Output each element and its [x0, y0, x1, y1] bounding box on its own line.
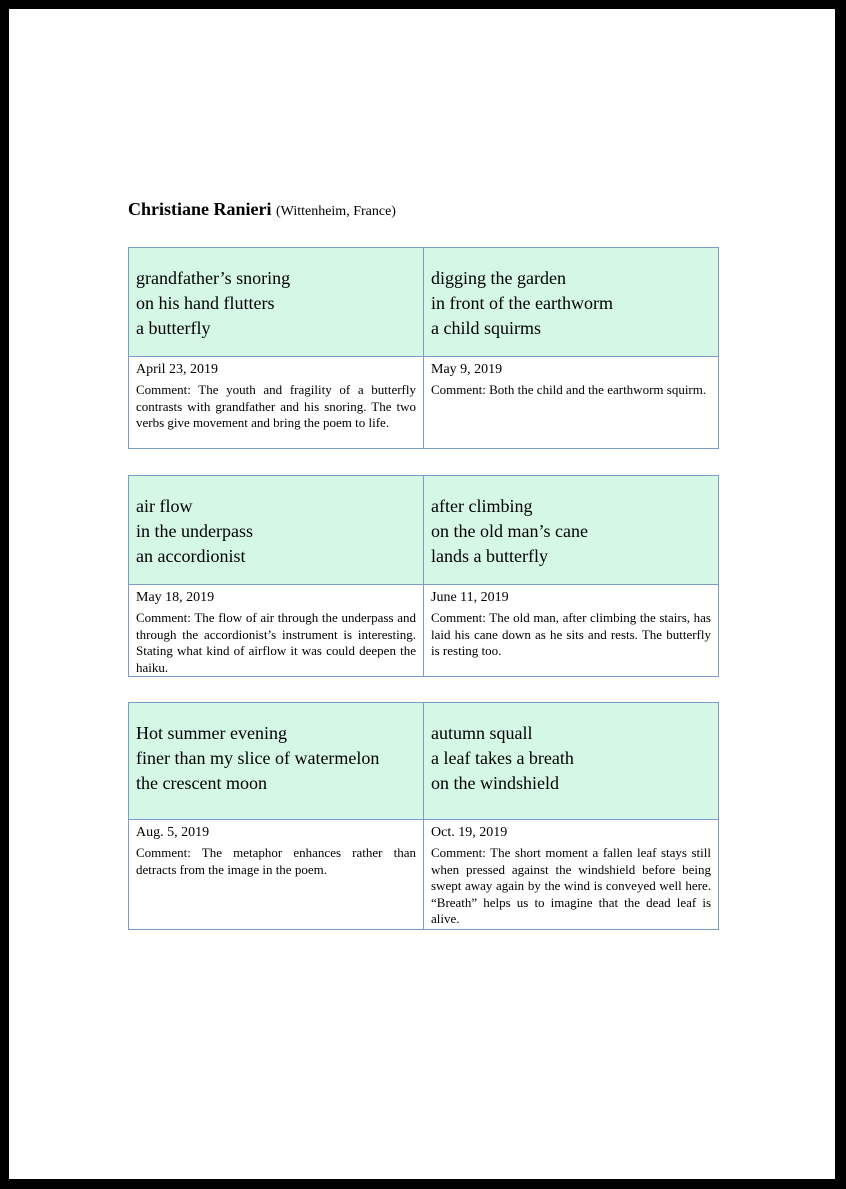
haiku-date: April 23, 2019: [136, 362, 219, 377]
haiku-date: Oct. 19, 2019: [431, 825, 508, 840]
poem-line: an accordionist: [136, 546, 246, 566]
poem-line: air flow: [136, 496, 193, 516]
poem-line: on the old man’s cane: [431, 521, 588, 541]
author-heading: [128, 199, 396, 220]
haiku-poem-cell: [424, 703, 719, 820]
author-name: Christiane Ranieri: [128, 199, 272, 219]
poem-line: a butterfly: [136, 318, 211, 338]
haiku-poem-cell: [424, 248, 719, 357]
haiku-date: May 9, 2019: [431, 362, 503, 377]
author-location: (Wittenheim, France): [276, 204, 396, 219]
poem-line: a leaf takes a breath: [431, 748, 574, 768]
haiku-comment: Comment: The flow of air through the underpass and through the accordionist’s instrument is interesting. Stating what kind of airflow it was could deepen the haiku.: [136, 610, 416, 675]
document-page: [9, 9, 835, 1179]
haiku-date: Aug. 5, 2019: [136, 825, 210, 840]
poem-line: in front of the earthworm: [431, 293, 613, 313]
poem-line: lands a butterfly: [431, 546, 548, 566]
haiku-comment: Comment: The short moment a fallen leaf stays still when pressed against the windshield before being swept away again by the wind is conveyed well here. “Breath” helps us to imagine that the dead leaf is alive.: [431, 845, 711, 926]
haiku-comment-cell: [424, 585, 719, 677]
haiku-comment: Comment: The youth and fragility of a butterfly contrasts with grandfather and his snoring. The two verbs give movement and bring the poem to life.: [136, 382, 416, 430]
haiku-date: June 11, 2019: [431, 590, 509, 605]
poem-line: autumn squall: [431, 723, 533, 743]
haiku-comment-cell: [129, 820, 424, 930]
poem-line: on his hand flutters: [136, 293, 275, 313]
haiku-comment: Comment: Both the child and the earthworm squirm.: [431, 382, 707, 397]
haiku-poem-cell: [129, 476, 424, 585]
poem-line: Hot summer evening: [136, 723, 287, 743]
haiku-comment-cell: [424, 357, 719, 449]
haiku-comment: Comment: The old man, after climbing the stairs, has laid his cane down as he sits and rests. The butterfly is resting too.: [431, 610, 711, 658]
haiku-table-2: [128, 475, 719, 677]
haiku-table-3: [128, 702, 719, 930]
haiku-poem-cell: [129, 703, 424, 820]
poem-line: finer than my slice of watermelon: [136, 748, 380, 768]
poem-line: a child squirms: [431, 318, 541, 338]
haiku-poem-cell: [129, 248, 424, 357]
poem-line: after climbing: [431, 496, 533, 516]
haiku-comment-cell: [424, 820, 719, 930]
haiku-date: May 18, 2019: [136, 590, 215, 605]
poem-line: the crescent moon: [136, 773, 267, 793]
haiku-poem-cell: [424, 476, 719, 585]
poem-line: digging the garden: [431, 268, 566, 288]
poem-line: grandfather’s snoring: [136, 268, 291, 288]
haiku-comment-cell: [129, 357, 424, 449]
haiku-comment-cell: [129, 585, 424, 677]
poem-line: in the underpass: [136, 521, 253, 541]
haiku-comment: Comment: The metaphor enhances rather than detracts from the image in the poem.: [136, 845, 416, 877]
poem-line: on the windshield: [431, 773, 559, 793]
haiku-table-1: [128, 247, 719, 449]
